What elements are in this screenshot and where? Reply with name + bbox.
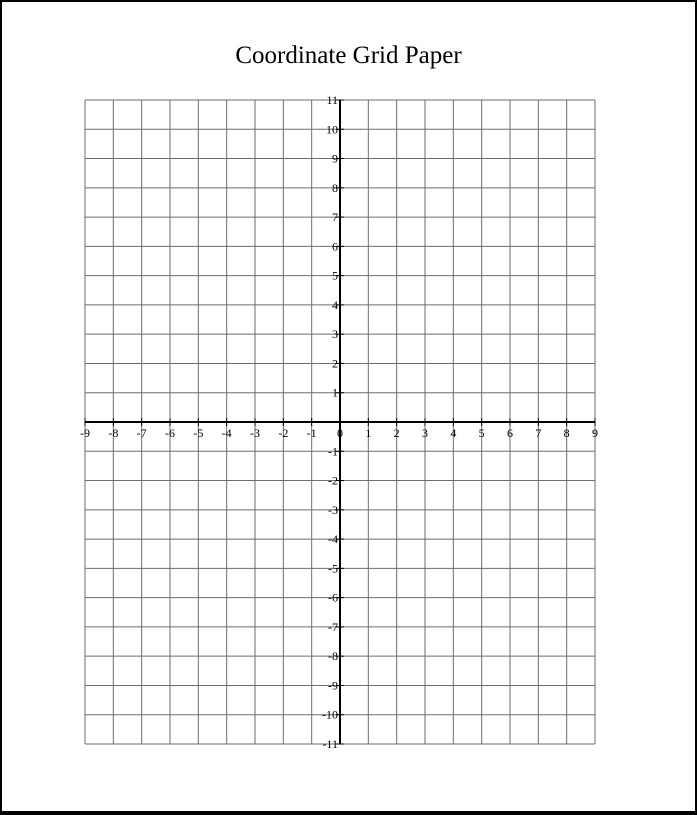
- y-tick-label: 2: [332, 356, 338, 371]
- y-tick-label: -8: [328, 649, 338, 664]
- x-tick-label: -5: [193, 426, 204, 440]
- y-tick-label: 9: [332, 151, 338, 166]
- x-tick-label: -9: [80, 426, 90, 440]
- y-tick-label: 6: [332, 239, 338, 254]
- x-tick-label: -3: [250, 426, 260, 440]
- x-tick-label: 1: [365, 426, 372, 440]
- y-tick-label: -10: [322, 707, 338, 722]
- x-tick-label: -7: [136, 426, 147, 440]
- x-tick-label: -4: [221, 426, 232, 440]
- y-tick-label: -2: [328, 473, 338, 488]
- y-tick-label: -1: [328, 444, 338, 459]
- y-tick-label: 3: [332, 327, 338, 342]
- y-tick-label: 10: [326, 122, 338, 137]
- x-tick-label: 0: [337, 426, 343, 440]
- y-tick-label: -7: [328, 619, 338, 634]
- x-tick-label: -2: [278, 426, 289, 440]
- y-tick-label: -3: [328, 502, 338, 517]
- coordinate-grid: [2, 2, 695, 811]
- y-tick-label: -6: [328, 590, 338, 605]
- x-tick-label: 8: [563, 426, 570, 440]
- x-tick-label: 6: [507, 426, 513, 440]
- y-tick-label: 8: [332, 180, 338, 195]
- x-tick-label: 9: [592, 426, 598, 440]
- x-tick-label: 2: [393, 426, 400, 440]
- x-tick-label: -6: [165, 426, 175, 440]
- y-tick-label: -5: [328, 561, 338, 576]
- y-tick-label: 5: [332, 268, 338, 283]
- y-tick-label: 1: [332, 385, 338, 400]
- x-tick-label: -1: [306, 426, 317, 440]
- x-tick-label: 4: [450, 426, 457, 440]
- x-tick-label: 5: [478, 426, 485, 440]
- y-tick-label: 11: [326, 93, 338, 107]
- y-tick-label: 4: [332, 297, 338, 312]
- page-title: Coordinate Grid Paper: [235, 42, 462, 69]
- x-tick-label: 7: [535, 426, 542, 440]
- x-tick-label: 3: [422, 426, 428, 440]
- x-tick-label: -8: [108, 426, 119, 440]
- y-tick-label: -4: [328, 532, 338, 547]
- y-tick-label: -11: [322, 737, 338, 751]
- y-tick-label: 7: [332, 210, 338, 225]
- y-tick-label: -9: [328, 678, 338, 693]
